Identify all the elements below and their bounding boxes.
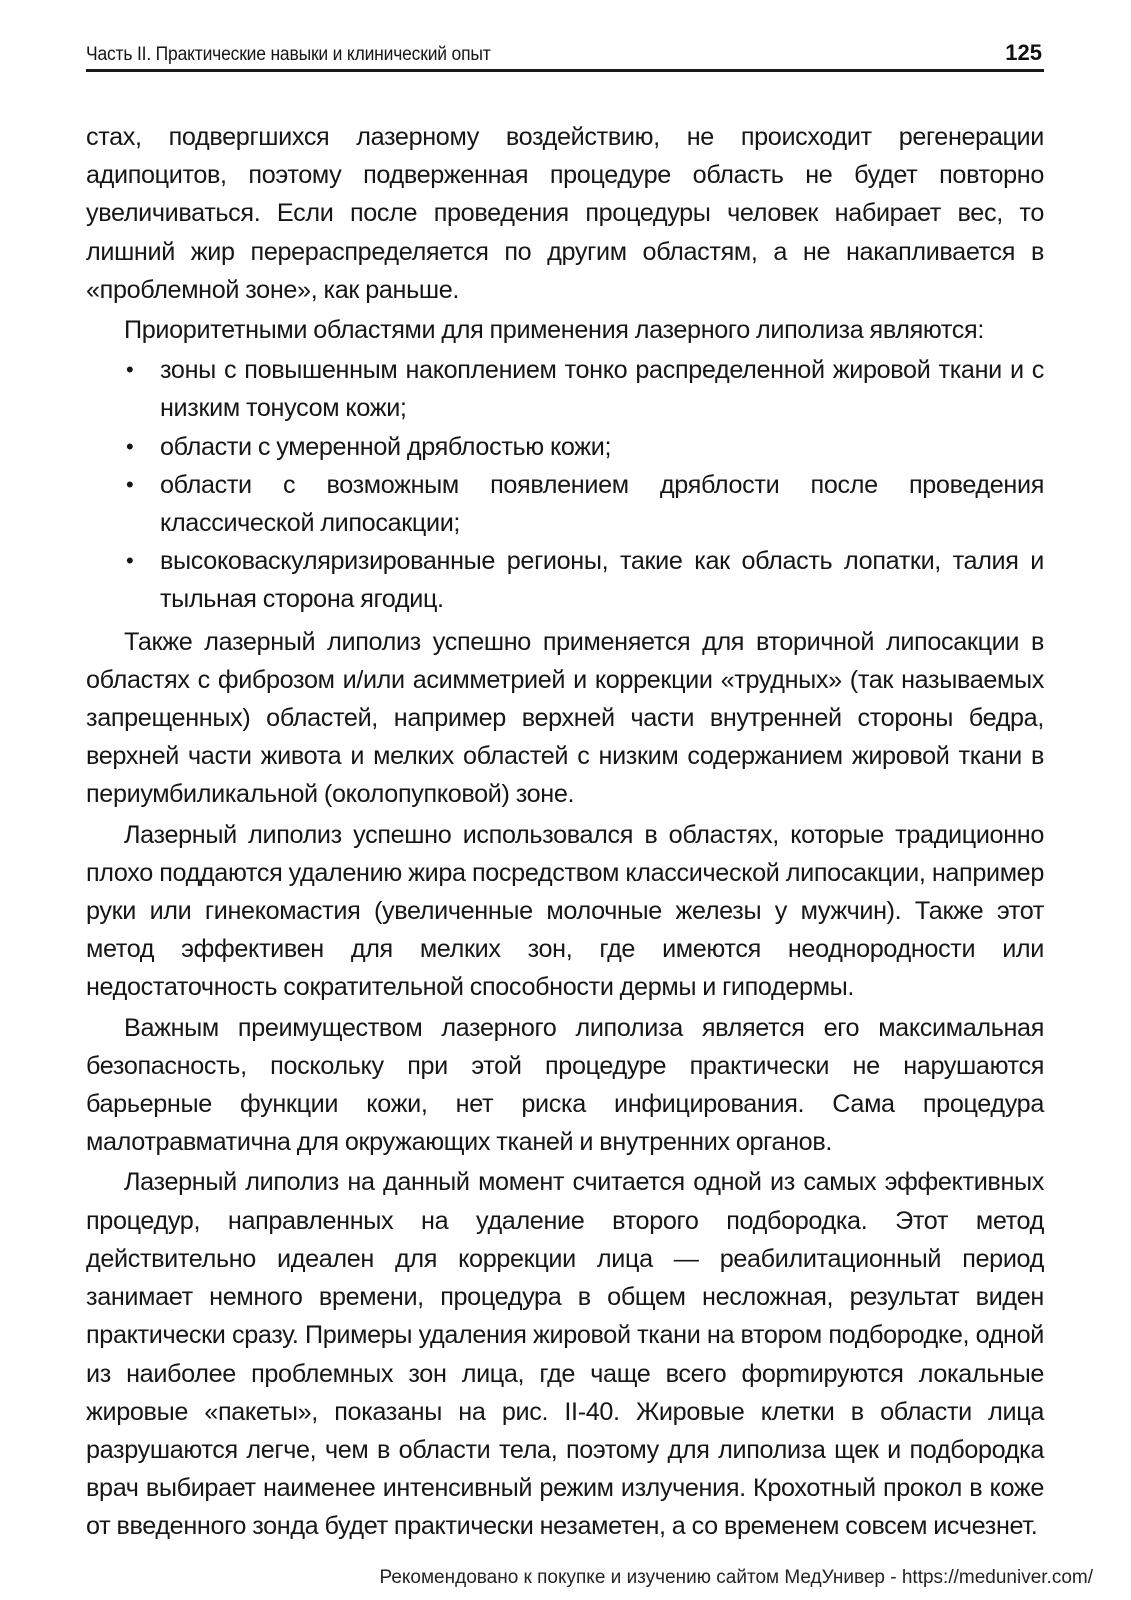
header-divider xyxy=(86,69,1044,72)
running-header-title: Часть II. Практические навыки и клинический опыт xyxy=(86,44,491,65)
list-item-text: зоны с повышенным накоплением тонко распределенной жировой ткани и с низким тонусом кожи; xyxy=(160,356,1044,423)
list-item xyxy=(86,351,1044,427)
bullet-icon: • xyxy=(126,471,134,497)
paragraph-secondary-liposuction: Также лазерный липолиз успешно применяется для вторичной липосакции в областях с фиброзом и/или асимметрией и коррекции «трудных» (так называемых запрещенных) областей, например верхней части внутренней стороны бедра, верхней части живота и мелких областей с низким содержанием жировой ткани в периумбиликальной (околопупковой) зоне. xyxy=(86,627,1044,809)
paragraph-difficult-areas: Лазерный липолиз успешно использовался в областях, которые традиционно плохо поддаются удалению жира посредством классической липосакции, например руки или гинекомастия (увеличенные молочные железы у мужчин). Также этот метод эффективен для мелких зон, где имеются неоднородности или недостаточность сократительной способности дермы и гиподермы. xyxy=(86,820,1044,1002)
body-text xyxy=(86,118,1044,1548)
bullet-icon: • xyxy=(126,357,134,383)
paragraph-continuation: стах, подвергшихся лазерному воздействию, не происходит регенерации адипоцитов, поэтому подверженная процедуре область не будет повторно увеличиваться. Если после проведения процедуры человек набирает вес, то лишний жир перераспределяется по другим областям, а не накапливается в «проблемной зоне», как раньше. xyxy=(86,123,1044,304)
page-number: 125 xyxy=(1005,40,1042,65)
paragraph-priority-areas-intro: Приоритетными областями для применения лазерного липолиза являются: xyxy=(124,316,984,345)
list-item xyxy=(86,542,1044,618)
list-item-text: высоковаскуляризированные регионы, такие как область лопатки, талия и тыльная сторона ягодиц. xyxy=(160,547,1044,614)
priority-areas-list xyxy=(86,351,1044,618)
paragraph-double-chin: Лазерный липолиз на данный момент считается одной из самых эффективных процедур, направленных на удаление второго подбородка. Этот метод действительно идеален для коррекции лица — реабилитационный период занимает немного времени, процедура в общем несложная, результат виден практически сразу. Примеры удаления жировой ткани на втором подбородке, одной из наиболее проблемных зон лица, где чаще всего форmируются локальные жировые «пакеты», показаны на рис. II-40. Жировые клетки в области лица разрушаются легче, чем в области тела, поэтому для липолиза щек и подбородка врач выбирает наименее интенсивный режим излучения. Крохотный прокол в коже от введенного зонда будет практически незаметен, а со временем совсем исчезнет. xyxy=(86,1168,1044,1541)
list-item-text: области с возможным появлением дряблости после проведения классической липосакции; xyxy=(160,470,1044,538)
list-item-text: области с умеренной дряблостью кожи; xyxy=(160,432,612,461)
paragraph-safety: Важным преимуществом лазерного липолиза является его максимальная безопасность, поскольку при этой процедуре практически не нарушаются барьерные функции кожи, нет риска инфицирования. Сама процедура малотравматична для окружающих тканей и внутренних органов. xyxy=(86,1013,1044,1157)
footer-recommendation: Рекомендовано к покупке и изучению сайтом МедУнивер - https://meduniver.com/ xyxy=(379,1567,1093,1588)
list-item xyxy=(86,428,1044,466)
running-header xyxy=(86,34,1042,66)
list-item xyxy=(86,466,1044,542)
bullet-icon: • xyxy=(126,548,134,574)
bullet-icon: • xyxy=(126,433,134,459)
